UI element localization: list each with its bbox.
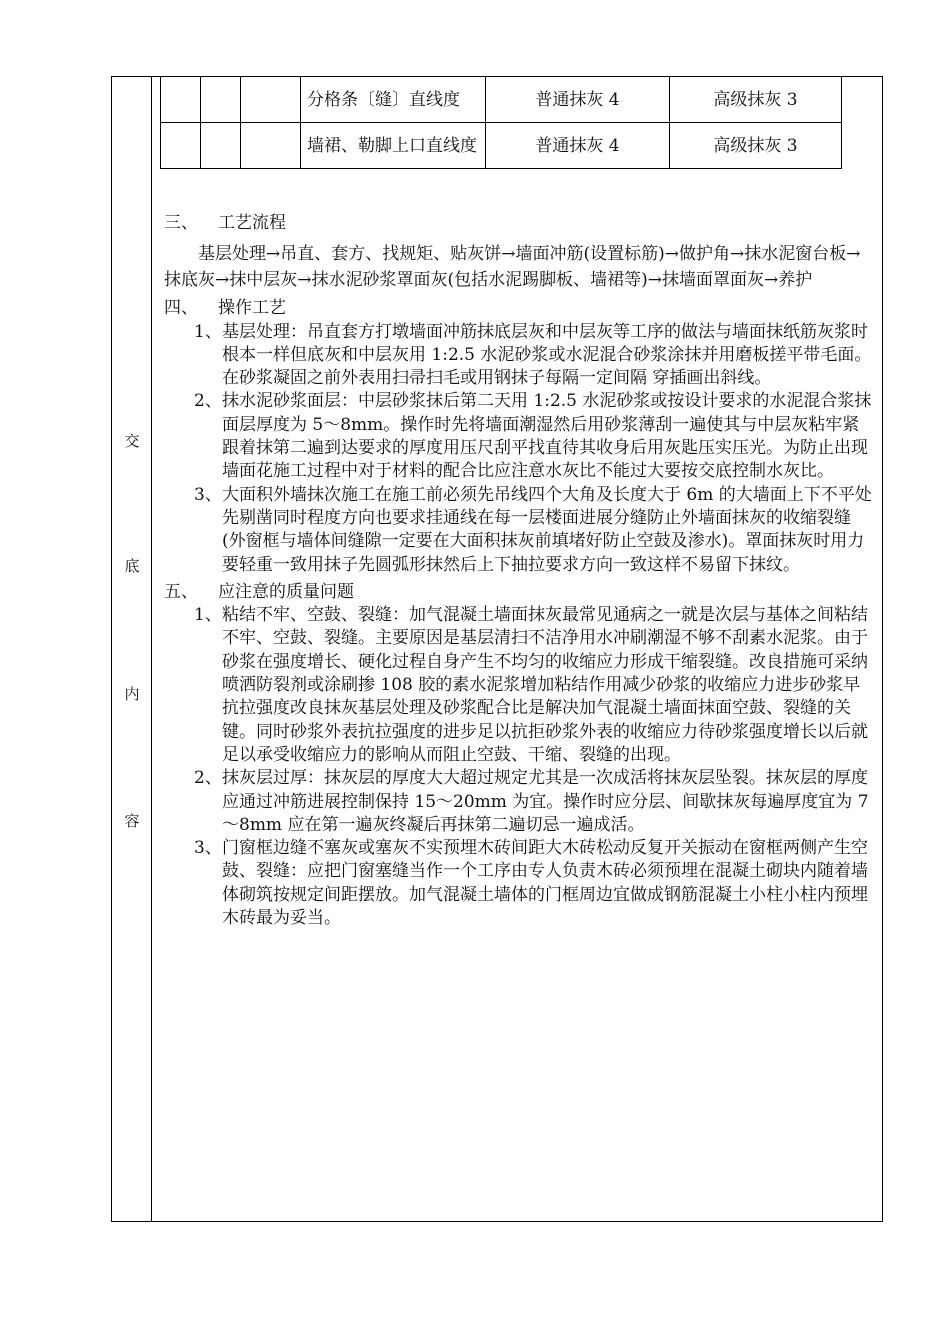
table-cell-normal: 普通抹灰 4	[486, 77, 670, 123]
list-item	[164, 604, 874, 767]
list-item-text: 大面积外墙抹次施工在施工前必须先吊线四个大角及长度大于 6m 的大墙面上下不平处先剔凿同时程度方向也要求挂通线在每一层楼面进展分缝防止外墙面抹灰的收缩裂缝(外窗框与墙体间缝隙一定要在大面积抹灰前填堵好防止空鼓及渗水)。罩面抹灰时用力要轻重一致用抹子先圆弧形抹然后上下抽拉要求方向一致这样不易留下抹纹。	[222, 484, 872, 575]
criteria-table	[160, 76, 842, 169]
sidebar-char: 底	[124, 557, 140, 575]
table-cell	[161, 123, 201, 169]
criteria-table-wrap	[160, 76, 841, 178]
section-heading	[164, 297, 874, 320]
list-item	[164, 484, 874, 577]
table-cell	[161, 77, 201, 123]
list-item-text: 抹灰层过厚：抹灰层的厚度大大超过规定尤其是一次成活将抹灰层坠裂。抹灰层的厚度应通过冲筋进展控制保持 15～20mm 为宜。操作时应分层、间歇抹灰每遍厚度宜为 7～8mm 应在第一遍灰终凝后再抹第二遍切忌一遍成活。	[222, 768, 869, 835]
table-cell	[201, 77, 241, 123]
section-title: 操作工艺	[218, 298, 286, 319]
list-item	[164, 321, 874, 391]
section-number: 五、	[164, 581, 198, 602]
table-cell-normal: 普通抹灰 4	[486, 123, 670, 169]
list-item-text: 粘结不牢、空鼓、裂缝：加气混凝土墙面抹灰最常见通病之一就是次层与基体之间粘结不牢、空鼓、裂缝。主要原因是基层清扫不洁净用水冲刷潮湿不够不刮素水泥浆。由于砂浆在强度增长、硬化过程自身产生不均匀的收缩应力形成干缩裂缝。改良措施可采纳喷洒防裂剂或涂刷掺 108 胶的素水泥浆增加粘结作用减少砂浆的收缩应力进步砂浆早抗拉强度改良抹灰基层处理及砂浆配合比是解决加气混凝土墙面抹面空鼓、裂缝的关键。同时砂浆外表抗拉强度的进步足以抗拒砂浆外表的收缩应力待砂浆强度增长以后就足以承受收缩应力的影响从而阻止空鼓、干缩、裂缝的出现。	[222, 605, 868, 765]
table-cell	[241, 123, 301, 169]
list-item-number: 3、	[194, 838, 222, 859]
section-heading	[164, 581, 874, 604]
content-body	[164, 212, 874, 930]
section-number: 三、	[164, 213, 198, 233]
list-item-text: 门窗框边缝不塞灰或塞灰不实预埋木砖间距大木砖松动反复开关振动在窗框两侧产生空鼓、裂缝：应把门窗塞缝当作一个工序由专人负责木砖必须预埋在混凝土砌块内随着墙体砌筑按规定间距摆放。加气混凝土墙体的门框周边宜做成钢筋混凝土小柱小柱内预埋木砖最为妥当。	[222, 838, 868, 929]
sidebar-char: 内	[124, 685, 140, 703]
list-item-text: 抹水泥砂浆面层：中层砂浆抹后第二天用 1:2.5 水泥砂浆或按设计要求的水泥混合浆抹面层厚度为 5～8mm。操作时先将墙面潮湿然后用砂浆薄刮一遍使其与中层灰粘牢紧跟着抹第二遍到达要求的厚度用压尺刮平找直待其收身后用灰匙压实压光。为防止出现墙面花施工过程中对于材料的配合比应注意水灰比不能过大要按交底控制水灰比。	[222, 391, 872, 482]
list-item-number: 3、	[194, 484, 222, 505]
table-row	[161, 123, 842, 169]
section-title: 应注意的质量问题	[218, 581, 354, 602]
table-cell-item: 分格条〔缝〕直线度	[301, 77, 486, 123]
table-cell	[201, 123, 241, 169]
section-number: 四、	[164, 298, 198, 319]
table-cell-advanced: 高级抹灰 3	[670, 123, 842, 169]
list-item-number: 1、	[194, 605, 222, 626]
table-row	[161, 77, 842, 123]
list-item	[164, 390, 874, 483]
list-item-number: 2、	[194, 768, 222, 789]
table-cell-advanced: 高级抹灰 3	[670, 77, 842, 123]
list-item-number: 2、	[194, 391, 222, 412]
process-flow: 基层处理→吊直、套方、找规矩、贴灰饼→墙面冲筋(设置标筋)→做护角→抹水泥窗台板→抹底灰→抹中层灰→抹水泥砂浆罩面灰(包括水泥踢脚板、墙裙等)→抹墙面罩面灰→养护	[164, 244, 861, 291]
section-heading	[164, 212, 874, 235]
table-cell-item: 墙裙、勒脚上口直线度	[301, 123, 486, 169]
sidebar-char: 交	[124, 432, 140, 450]
sidebar-char: 容	[124, 812, 140, 830]
list-item-text: 基层处理：吊直套方打墩墙面冲筋抹底层灰和中层灰等工序的做法与墙面抹纸筋灰浆时根本一样但底灰和中层灰用 1:2.5 水泥砂浆或水泥混合砂浆涂抹并用磨板搓平带毛面。在砂浆凝固之前外表用扫帚扫毛或用钢抹子每隔一定间隔 穿插画出斜线。	[222, 321, 872, 389]
sidebar-column	[112, 77, 152, 1221]
list-item	[164, 837, 874, 930]
list-item	[164, 767, 874, 837]
section-title: 工艺流程	[218, 213, 286, 233]
table-cell	[241, 77, 301, 123]
list-item-number: 1、	[194, 321, 222, 342]
